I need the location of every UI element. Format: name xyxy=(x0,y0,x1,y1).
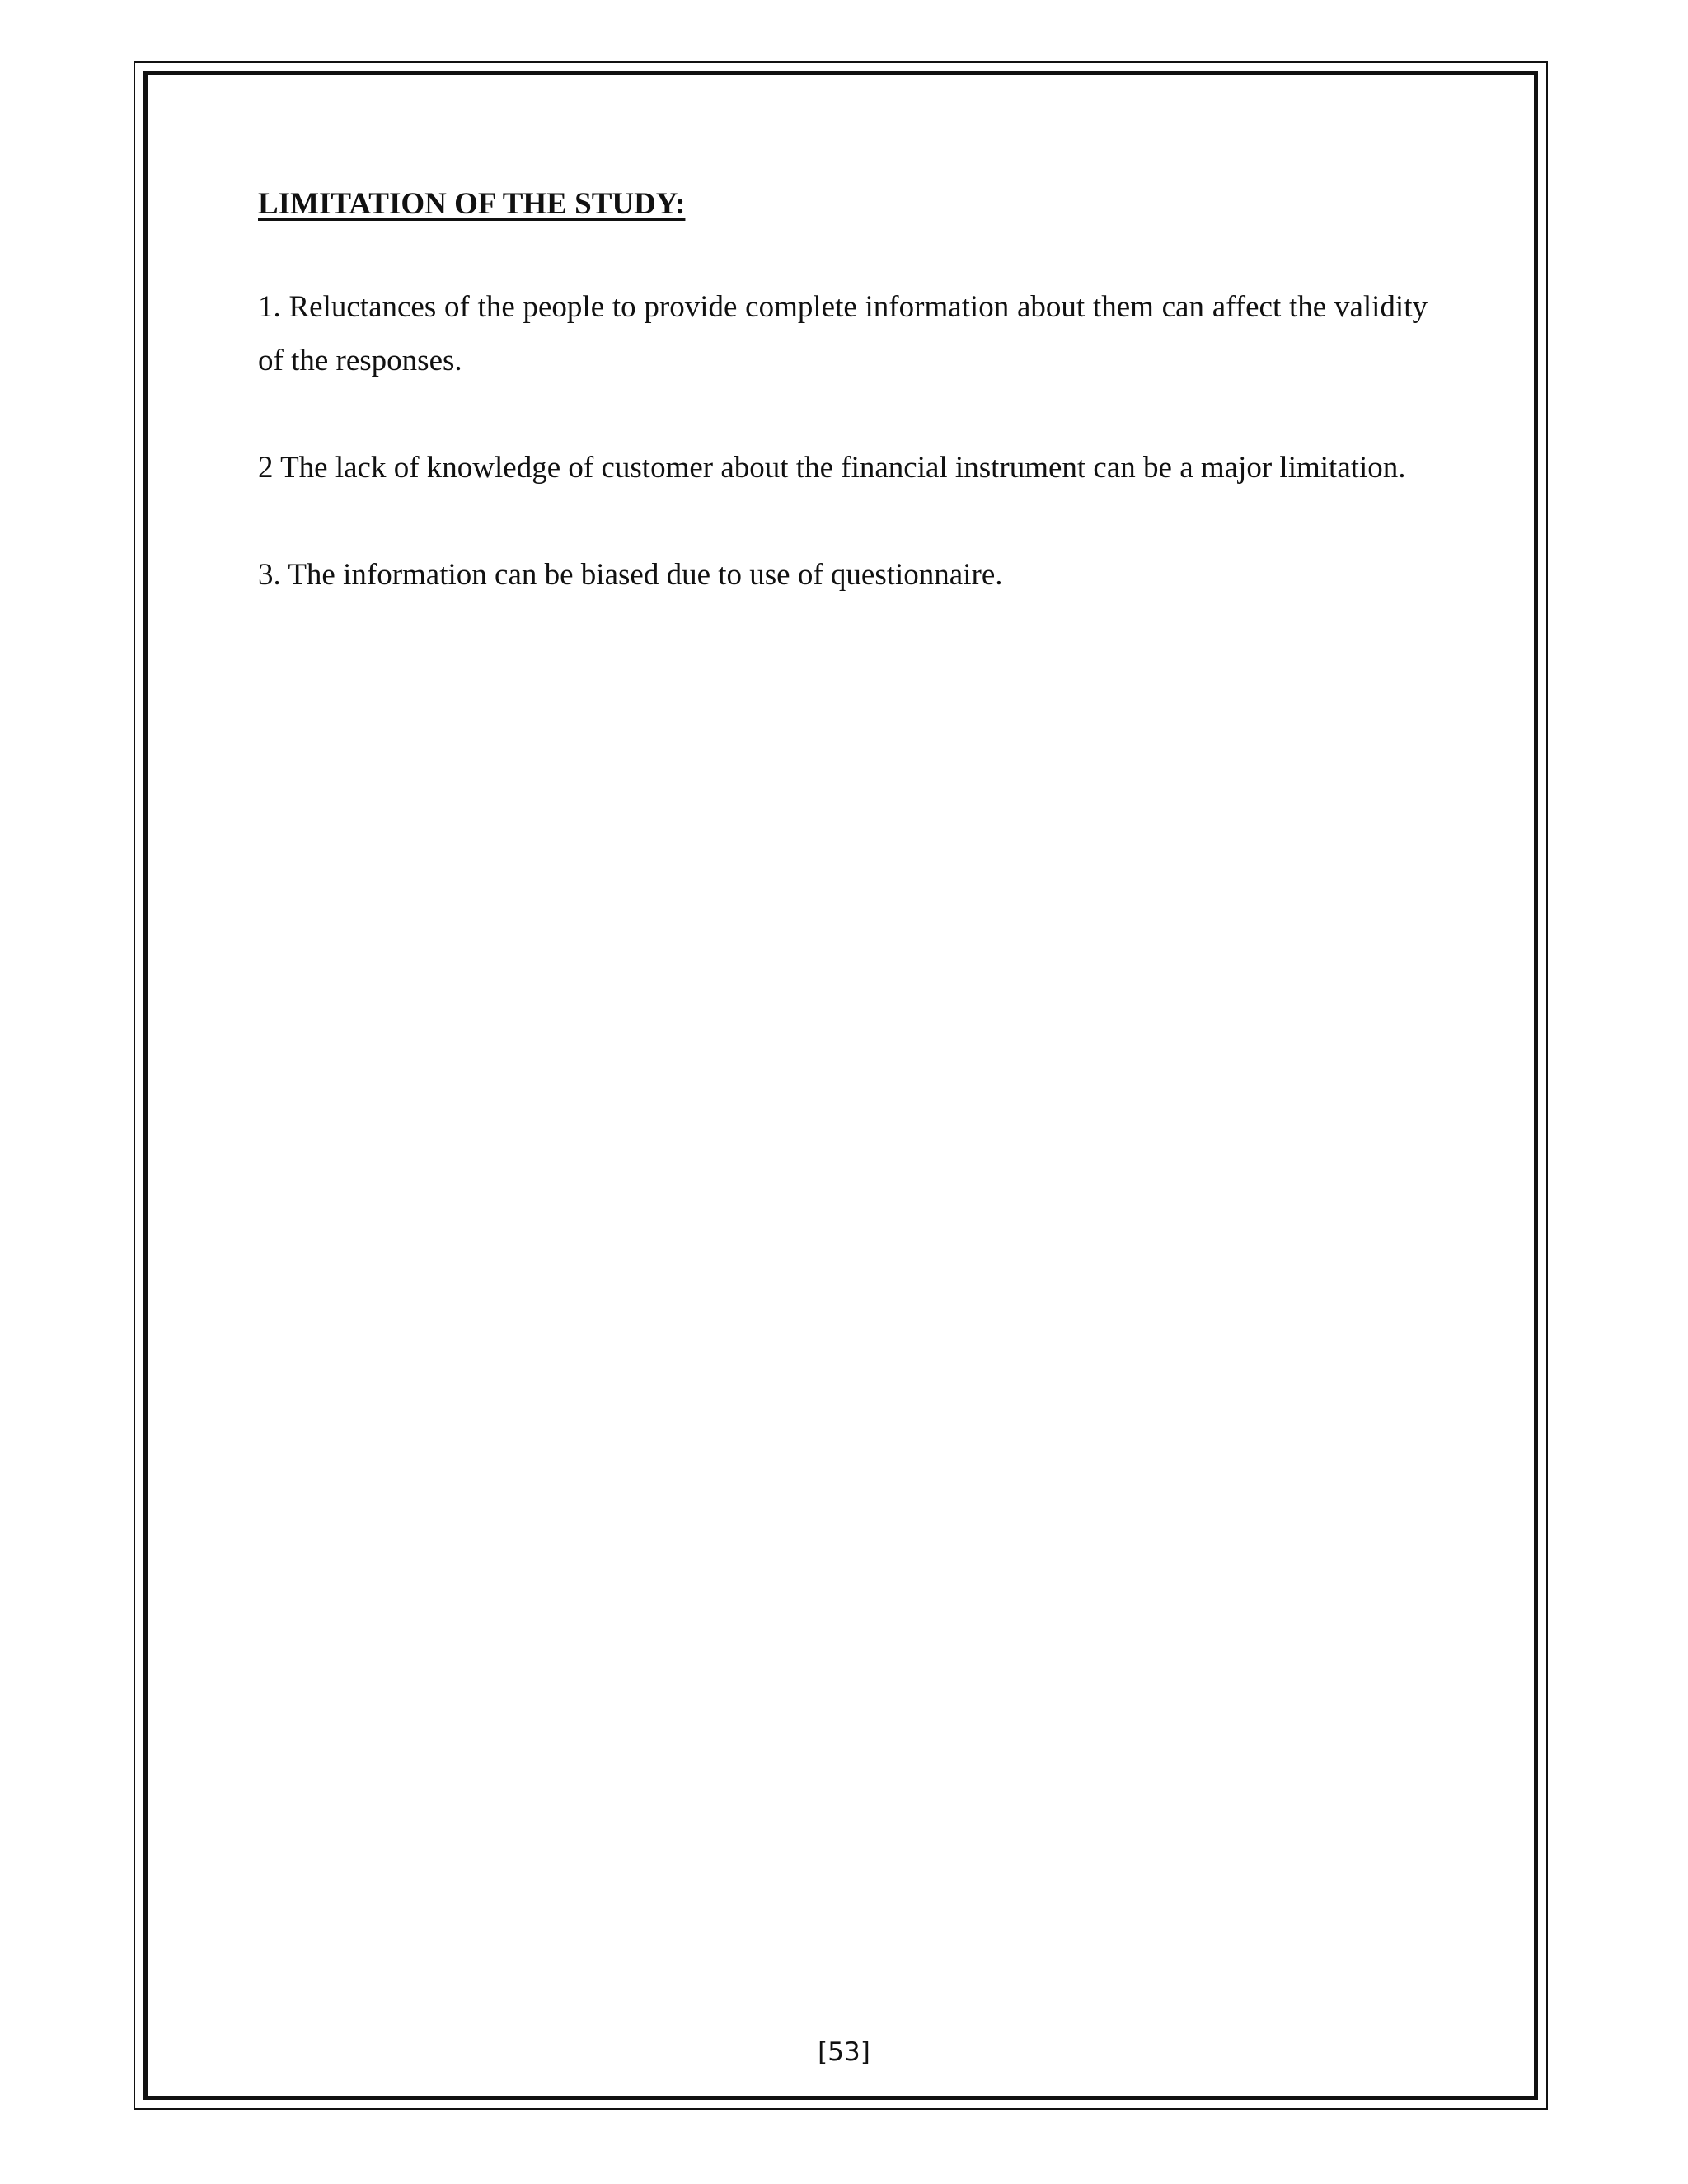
limitation-item-2: 2 The lack of knowledge of customer about the financial instrument can be a major limitation. xyxy=(258,451,1406,485)
page-number: [53] xyxy=(818,2037,870,2067)
limitation-item-3: 3. The information can be biased due to use of questionnaire. xyxy=(258,558,1003,592)
page-content xyxy=(258,180,1428,602)
limitation-item-1: 1. Reluctances of the people to provide complete information about them can affect the validity of the responses. xyxy=(258,290,1428,377)
section-heading: LIMITATION OF THE STUDY: xyxy=(258,187,686,221)
